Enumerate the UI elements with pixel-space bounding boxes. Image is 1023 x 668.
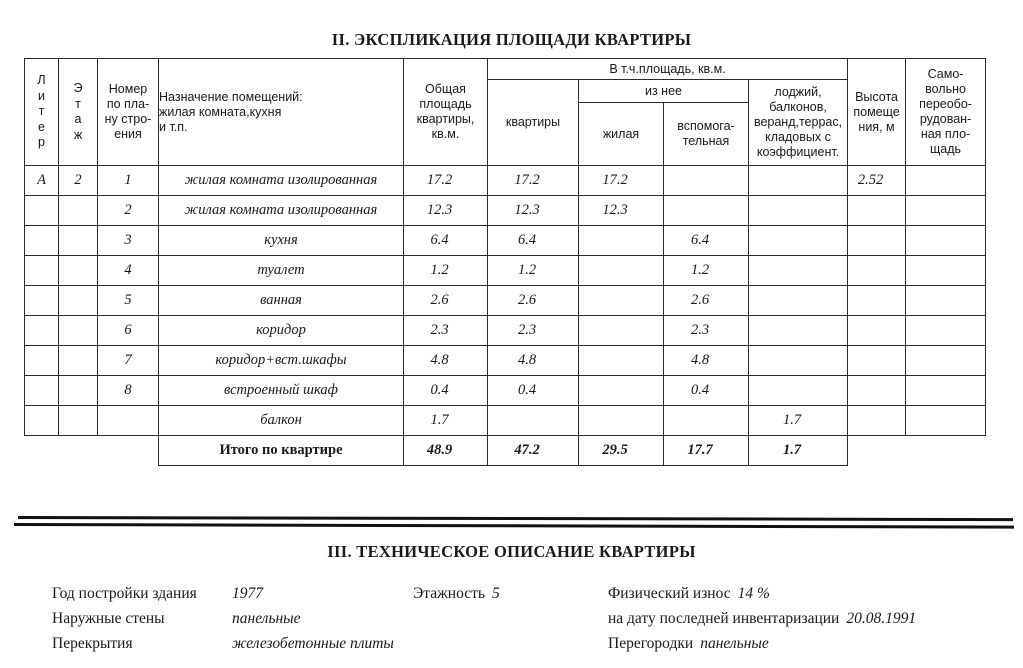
totals-living: 29.5 <box>579 436 664 466</box>
header-liter-l5: р <box>38 135 45 150</box>
cell-name: балкон <box>159 406 404 436</box>
cell-name: жилая комната изолированная <box>159 166 404 196</box>
cell-floor <box>59 346 98 376</box>
cell-total: 2.3 <box>404 316 488 346</box>
cell-floor: 2 <box>59 166 98 196</box>
header-ceiling-height-l3: ния, м <box>858 119 895 134</box>
cell-total: 6.4 <box>404 226 488 256</box>
cell-number: 3 <box>98 226 159 256</box>
cell-unauthorized <box>906 406 986 436</box>
inventory-date-row <box>608 606 916 631</box>
cell-unauthorized <box>906 196 986 226</box>
cell-total: 1.7 <box>404 406 488 436</box>
floors-structure-value: железобетонные плиты <box>232 635 394 652</box>
section-2-title: II. ЭКСПЛИКАЦИЯ ПЛОЩАДИ КВАРТИРЫ <box>331 30 692 49</box>
cell-number: 6 <box>98 316 159 346</box>
cell-loggia <box>749 256 848 286</box>
header-plan-number-l1: Номер <box>108 82 148 96</box>
cell-name: ванная <box>159 286 404 316</box>
header-included-area: В т.ч.площадь, кв.м. <box>488 59 848 80</box>
table-totals-row <box>25 436 986 466</box>
header-plan-number-l4: ения <box>114 127 142 141</box>
outer-walls-label: Наружные стены <box>52 610 165 627</box>
table-row <box>25 196 986 226</box>
cell-unauthorized <box>906 226 986 256</box>
cell-total: 1.2 <box>404 256 488 286</box>
header-apartment-area: квартиры <box>488 80 579 166</box>
cell-apartment: 0.4 <box>488 376 579 406</box>
cell-number: 7 <box>98 346 159 376</box>
header-loggia-l3: веранд,террас, <box>753 115 843 129</box>
header-floor-l2: т <box>75 96 81 111</box>
table-body <box>25 166 986 466</box>
totals-loggia: 1.7 <box>749 436 848 466</box>
header-of-which: из нее <box>579 80 749 103</box>
header-unauthorized-l5: ная пло- <box>920 127 971 141</box>
header-loggia-l1: лоджий, <box>774 85 822 99</box>
header-plan-number-l3: ну стро- <box>104 112 152 126</box>
cell-floor <box>59 196 98 226</box>
cell-total: 0.4 <box>404 376 488 406</box>
totals-apartment: 47.2 <box>488 436 579 466</box>
physical-wear-label: Физический износ <box>608 585 731 602</box>
cell-floor <box>59 226 98 256</box>
description-column-left <box>52 581 394 656</box>
table-row <box>25 316 986 346</box>
cell-total: 4.8 <box>404 346 488 376</box>
header-liter <box>25 59 59 166</box>
cell-liter <box>25 286 59 316</box>
cell-auxiliary: 6.4 <box>664 226 749 256</box>
header-floor-l3: а <box>74 112 82 126</box>
cell-auxiliary <box>664 166 749 196</box>
header-liter-l2: и <box>38 88 45 103</box>
header-total-area-l3: квартиры, <box>416 112 475 126</box>
header-ceiling-height-l1: Высота <box>855 89 898 104</box>
cell-name: встроенный шкаф <box>159 376 404 406</box>
cell-living: 12.3 <box>579 196 664 226</box>
cell-apartment: 12.3 <box>488 196 579 226</box>
cell-floor <box>59 286 98 316</box>
cell-floor <box>59 256 98 286</box>
cell-auxiliary: 1.2 <box>664 256 749 286</box>
cell-floor <box>59 376 98 406</box>
cell-unauthorized <box>906 376 986 406</box>
header-unauthorized-area <box>906 59 986 166</box>
cell-living <box>579 226 664 256</box>
cell-loggia <box>749 196 848 226</box>
cell-height <box>848 376 906 406</box>
cell-liter <box>25 346 59 376</box>
cell-auxiliary: 4.8 <box>664 346 749 376</box>
header-loggia-l4: кладовых с <box>765 130 831 144</box>
physical-wear-row <box>608 581 916 606</box>
header-floor-l1: Э <box>73 81 83 95</box>
header-total-area-l2: площадь <box>419 97 472 111</box>
totals-spacer-unauthorized <box>906 436 986 466</box>
cell-name: коридор+вст.шкафы <box>159 346 404 376</box>
cell-number: 1 <box>98 166 159 196</box>
header-plan-number <box>98 59 159 166</box>
table-row <box>25 226 986 256</box>
cell-apartment <box>488 406 579 436</box>
cell-liter <box>25 226 59 256</box>
header-liter-l3: т <box>38 104 45 119</box>
table-row <box>25 166 986 196</box>
cell-name: коридор <box>159 316 404 346</box>
table-row <box>25 286 986 316</box>
floors-structure-row <box>52 631 394 656</box>
cell-total: 12.3 <box>404 196 488 226</box>
header-ceiling-height-l2: помеще <box>853 104 900 119</box>
cell-number: 4 <box>98 256 159 286</box>
header-unauthorized-l3: переобо- <box>919 97 972 111</box>
cell-liter <box>25 376 59 406</box>
header-loggia-l2: балконов, <box>769 100 827 114</box>
description-column-right <box>608 581 916 656</box>
cell-loggia <box>749 286 848 316</box>
cell-living <box>579 376 664 406</box>
cell-apartment: 6.4 <box>488 226 579 256</box>
header-loggia-area <box>749 80 848 166</box>
partitions-label: Перегородки <box>608 635 694 652</box>
cell-unauthorized <box>906 166 986 196</box>
cell-height: 2.52 <box>848 166 906 196</box>
partitions-value: панельные <box>700 635 769 652</box>
cell-apartment: 2.3 <box>488 316 579 346</box>
cell-liter <box>25 406 59 436</box>
cell-unauthorized <box>906 316 986 346</box>
totals-total: 48.9 <box>404 436 488 466</box>
cell-name: кухня <box>159 226 404 256</box>
cell-auxiliary <box>664 196 749 226</box>
cell-number: 8 <box>98 376 159 406</box>
cell-apartment: 17.2 <box>488 166 579 196</box>
table-row <box>25 406 986 436</box>
cell-name: жилая комната изолированная <box>159 196 404 226</box>
cell-living <box>579 256 664 286</box>
header-floor-l4: ж <box>73 127 83 142</box>
header-row-1 <box>25 59 986 80</box>
header-purpose <box>159 59 404 166</box>
header-unauthorized-l4: рудован- <box>919 112 972 126</box>
cell-height <box>848 226 906 256</box>
header-purpose-l2: жилая комната,кухня <box>159 104 282 119</box>
header-liter-l4: е <box>38 119 45 134</box>
cell-apartment: 1.2 <box>488 256 579 286</box>
build-year-label: Год постройки здания <box>52 585 197 602</box>
outer-walls-value: панельные <box>232 610 301 627</box>
cell-height <box>848 406 906 436</box>
cell-living <box>579 316 664 346</box>
cell-loggia <box>749 166 848 196</box>
cell-liter <box>25 196 59 226</box>
build-year-value: 1977 <box>232 585 263 602</box>
cell-height <box>848 286 906 316</box>
cell-height <box>848 196 906 226</box>
cell-loggia: 1.7 <box>749 406 848 436</box>
header-purpose-l1: Назначение помещений: <box>159 89 303 104</box>
header-plan-number-l2: по пла- <box>106 97 150 111</box>
cell-unauthorized <box>906 256 986 286</box>
cell-auxiliary <box>664 406 749 436</box>
cell-unauthorized <box>906 286 986 316</box>
floors-structure-label: Перекрытия <box>52 635 133 652</box>
cell-loggia <box>749 376 848 406</box>
header-total-area <box>404 59 488 166</box>
description-column-middle <box>413 581 500 606</box>
cell-loggia <box>749 346 848 376</box>
header-loggia-l5: коэффициент. <box>756 145 840 159</box>
totals-spacer-height <box>848 436 906 466</box>
header-auxiliary-l1: вспомога- <box>677 119 735 133</box>
cell-auxiliary: 2.3 <box>664 316 749 346</box>
cell-unauthorized <box>906 346 986 376</box>
totals-label: Итого по квартире <box>159 436 404 466</box>
cell-liter <box>25 316 59 346</box>
header-total-area-l4: кв.м. <box>431 127 460 141</box>
cell-number <box>98 406 159 436</box>
storeys-label: Этажность <box>413 585 485 602</box>
table-header <box>25 59 986 166</box>
section-divider-line-bottom <box>14 523 1014 528</box>
cell-auxiliary: 2.6 <box>664 286 749 316</box>
header-unauthorized-l1: Само- <box>927 67 964 81</box>
cell-apartment: 4.8 <box>488 346 579 376</box>
cell-floor <box>59 316 98 346</box>
explication-table <box>24 58 986 466</box>
cell-loggia <box>749 316 848 346</box>
outer-walls-row <box>52 606 394 631</box>
cell-living <box>579 346 664 376</box>
cell-loggia <box>749 226 848 256</box>
cell-height <box>848 346 906 376</box>
cell-total: 2.6 <box>404 286 488 316</box>
table-row <box>25 346 986 376</box>
header-purpose-l3: и т.п. <box>159 119 188 134</box>
inventory-date-label: на дату последней инвентаризации <box>608 610 840 627</box>
cell-number: 2 <box>98 196 159 226</box>
cell-height <box>848 256 906 286</box>
totals-auxiliary: 17.7 <box>664 436 749 466</box>
cell-living <box>579 406 664 436</box>
cell-liter <box>25 256 59 286</box>
header-ceiling-height <box>848 59 906 166</box>
cell-height <box>848 316 906 346</box>
storeys-row <box>413 581 500 606</box>
cell-name: туалет <box>159 256 404 286</box>
build-year-row <box>52 581 394 606</box>
physical-wear-value: 14 % <box>737 585 770 602</box>
cell-living: 17.2 <box>579 166 664 196</box>
header-total-area-l1: Общая <box>425 82 466 96</box>
header-auxiliary-area <box>664 103 749 166</box>
totals-spacer-liter <box>25 436 59 466</box>
section-3-title: III. ТЕХНИЧЕСКОЕ ОПИСАНИЕ КВАРТИРЫ <box>327 542 696 561</box>
header-unauthorized-l2: вольно <box>925 82 966 96</box>
table-row <box>25 256 986 286</box>
cell-number: 5 <box>98 286 159 316</box>
cell-floor <box>59 406 98 436</box>
totals-spacer-number <box>98 436 159 466</box>
cell-liter: А <box>25 166 59 196</box>
totals-spacer-floor <box>59 436 98 466</box>
header-liter-l1: Л <box>37 73 46 88</box>
header-auxiliary-l2: тельная <box>682 134 730 148</box>
cell-living <box>579 286 664 316</box>
partitions-row <box>608 631 916 656</box>
cell-auxiliary: 0.4 <box>664 376 749 406</box>
header-unauthorized-l6: щадь <box>930 142 962 156</box>
storeys-value: 5 <box>491 585 500 602</box>
section-divider-line-top <box>18 516 1013 521</box>
cell-apartment: 2.6 <box>488 286 579 316</box>
table-row <box>25 376 986 406</box>
header-floor <box>59 59 98 166</box>
cell-total: 17.2 <box>404 166 488 196</box>
inventory-date-value: 20.08.1991 <box>846 610 917 627</box>
header-living-area: жилая <box>579 103 664 166</box>
